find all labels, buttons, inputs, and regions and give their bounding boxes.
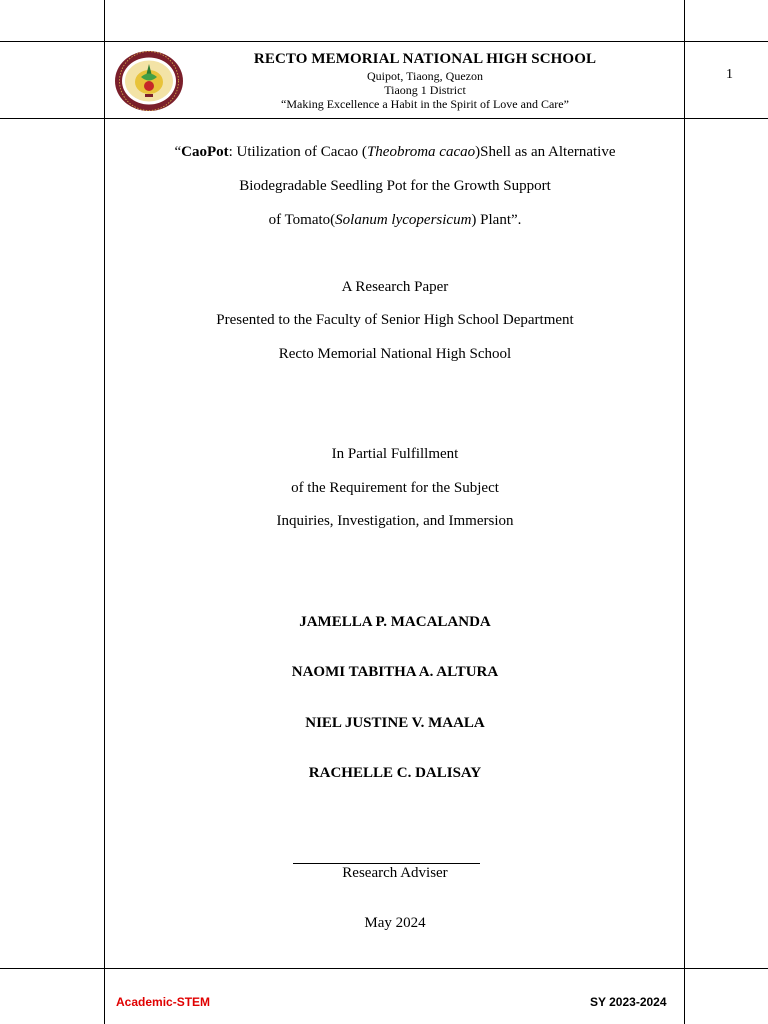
title-line-2: Biodegradable Seedling Pot for the Growth Support [239, 178, 551, 194]
school-district: Tiaong 1 District [384, 83, 466, 97]
school-motto: “Making Excellence a Habit in the Spirit of Love and Care” [281, 97, 569, 111]
author-name: NAOMI TABITHA A. ALTURA [291, 664, 499, 680]
paper-type: A Research Paper [341, 279, 449, 295]
presented-to: Presented to the Faculty of Senior High School Department [216, 312, 574, 328]
scientific-name: Theobroma cacao [366, 144, 476, 160]
author-name: RACHELLE C. DALISAY [308, 765, 482, 781]
title-text: ) Plant”. [471, 212, 522, 228]
author-name: JAMELLA P. MACALANDA [299, 614, 491, 630]
signature-line [293, 863, 480, 864]
left-margin-rule [104, 0, 105, 1024]
adviser-label: Research Adviser [342, 865, 448, 881]
author-name: NIEL JUSTINE V. MAALA [305, 715, 485, 731]
strand-label: Academic-STEM [116, 995, 211, 1009]
footer-top-rule [0, 968, 768, 969]
title-text: of Tomato( [268, 212, 336, 228]
fulfillment-line-2: of the Requirement for the Subject [291, 480, 499, 496]
title-text: : Utilization of Cacao ( [228, 144, 367, 160]
right-margin-rule [684, 0, 685, 1024]
scientific-name: Solanum lycopersicum [335, 212, 472, 228]
institution: Recto Memorial National High School [278, 346, 512, 362]
title-line-1 [106, 144, 684, 161]
header-bottom-rule [0, 118, 768, 119]
school-year-label: SY 2023-2024 [590, 995, 667, 1009]
title-line-3 [106, 212, 684, 229]
title-text: )Shell as an Alternative [475, 144, 616, 160]
submission-date: May 2024 [364, 915, 426, 931]
school-name: RECTO MEMORIAL NATIONAL HIGH SCHOOL [253, 51, 597, 67]
page-number: 1 [726, 67, 733, 82]
header-top-rule [0, 41, 768, 42]
fulfillment-line-1: In Partial Fulfillment [331, 446, 459, 462]
open-quote: “ [174, 144, 182, 160]
project-name: CaoPot [181, 144, 229, 160]
school-address: Quipot, Tiaong, Quezon [366, 69, 483, 83]
subject-name: Inquiries, Investigation, and Immersion [276, 513, 514, 529]
school-seal-icon [114, 50, 184, 112]
